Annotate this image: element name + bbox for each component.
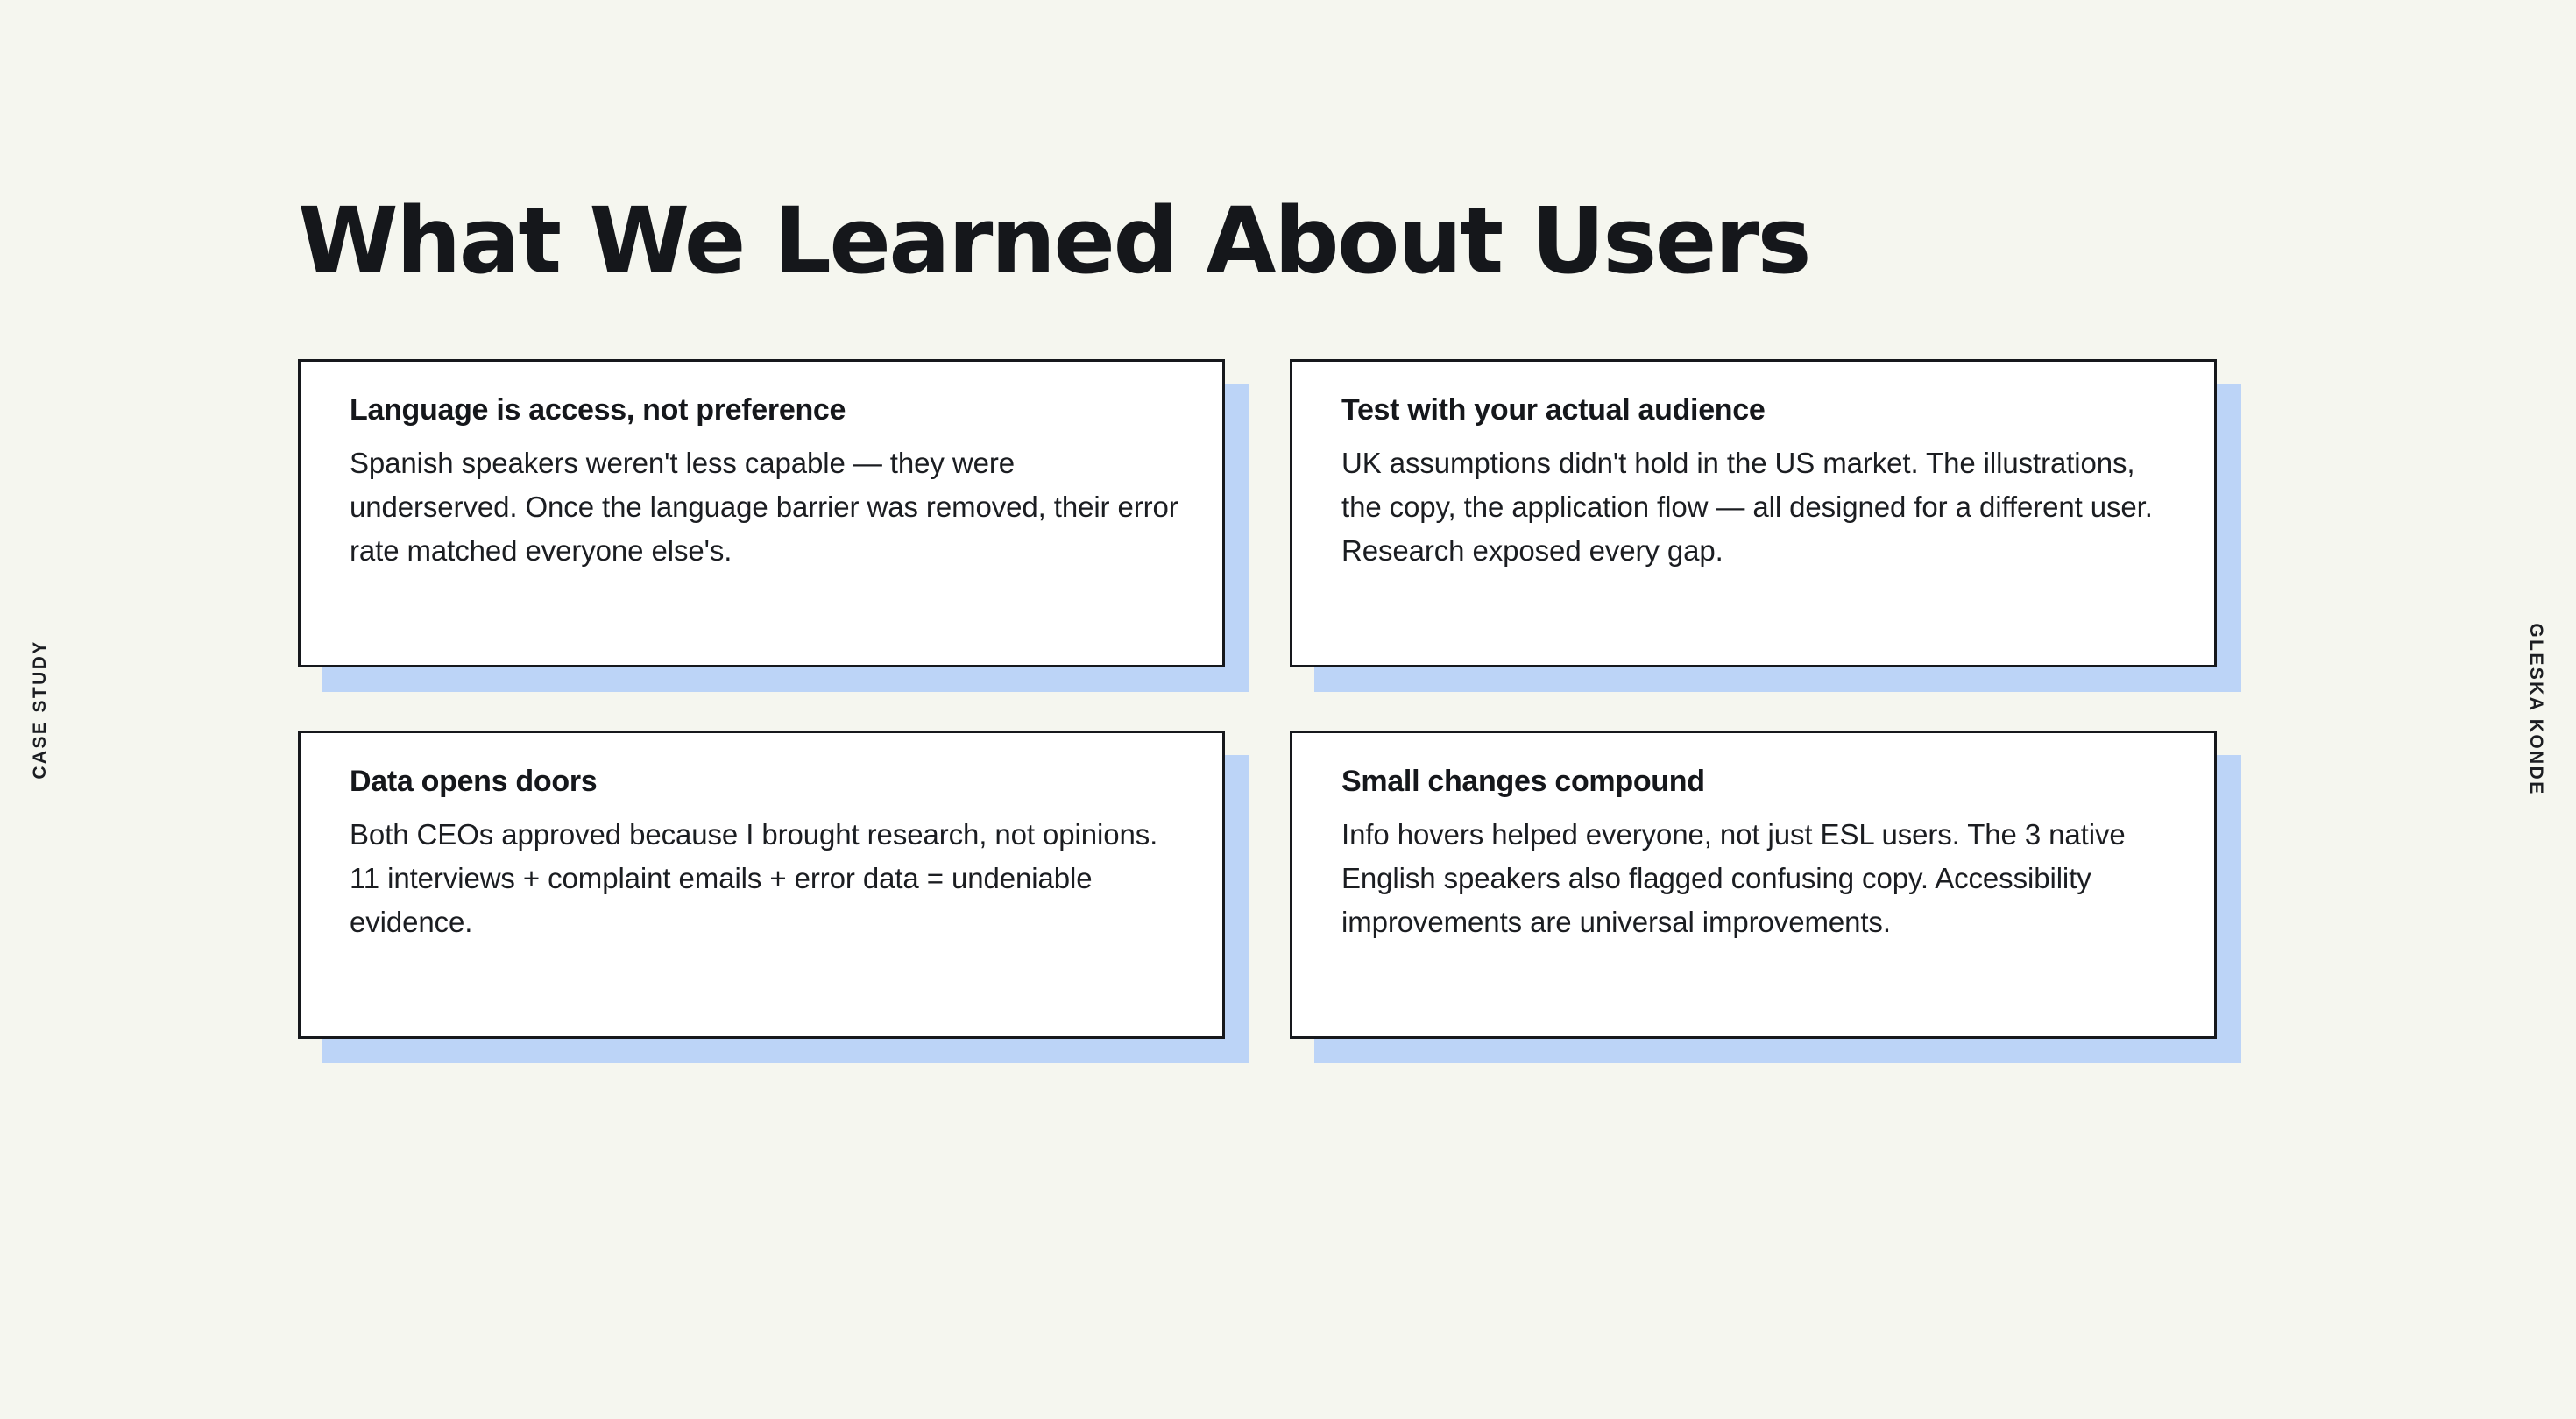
insight-card bbox=[1290, 359, 2217, 667]
insight-card bbox=[298, 731, 1225, 1039]
card-body: Spanish speakers weren't less capable — they were underserved. Once the language barrier was removed, their error rate matched everyone else's. bbox=[350, 447, 1178, 568]
card-title: Small changes compound bbox=[1341, 765, 1705, 798]
rail-case-study: CASE STUDY bbox=[30, 639, 50, 780]
card-title: Language is access, not preference bbox=[350, 393, 846, 427]
page-title: What We Learned About Users bbox=[298, 187, 1810, 294]
card-content bbox=[298, 359, 1225, 667]
card-title: Data opens doors bbox=[350, 765, 598, 798]
insight-card-grid bbox=[298, 359, 2217, 1039]
card-content bbox=[1290, 731, 2217, 1039]
card-body: Info hovers helped everyone, not just ESL users. The 3 native English speakers also flagged confusing copy. Accessibility improvements are universal improvements. bbox=[1341, 818, 2126, 939]
card-content bbox=[1290, 359, 2217, 667]
insight-card bbox=[298, 359, 1225, 667]
card-body: UK assumptions didn't hold in the US market. The illustrations, the copy, the application flow — all designed for a different user. Research exposed every gap. bbox=[1341, 447, 2153, 568]
insight-card bbox=[1290, 731, 2217, 1039]
card-content bbox=[298, 731, 1225, 1039]
rail-brand: GLESKA KONDE bbox=[2526, 623, 2546, 796]
card-title: Test with your actual audience bbox=[1341, 393, 1766, 427]
card-body: Both CEOs approved because I brought research, not opinions. 11 interviews + complaint emails + error data = undeniable evidence. bbox=[350, 818, 1158, 939]
